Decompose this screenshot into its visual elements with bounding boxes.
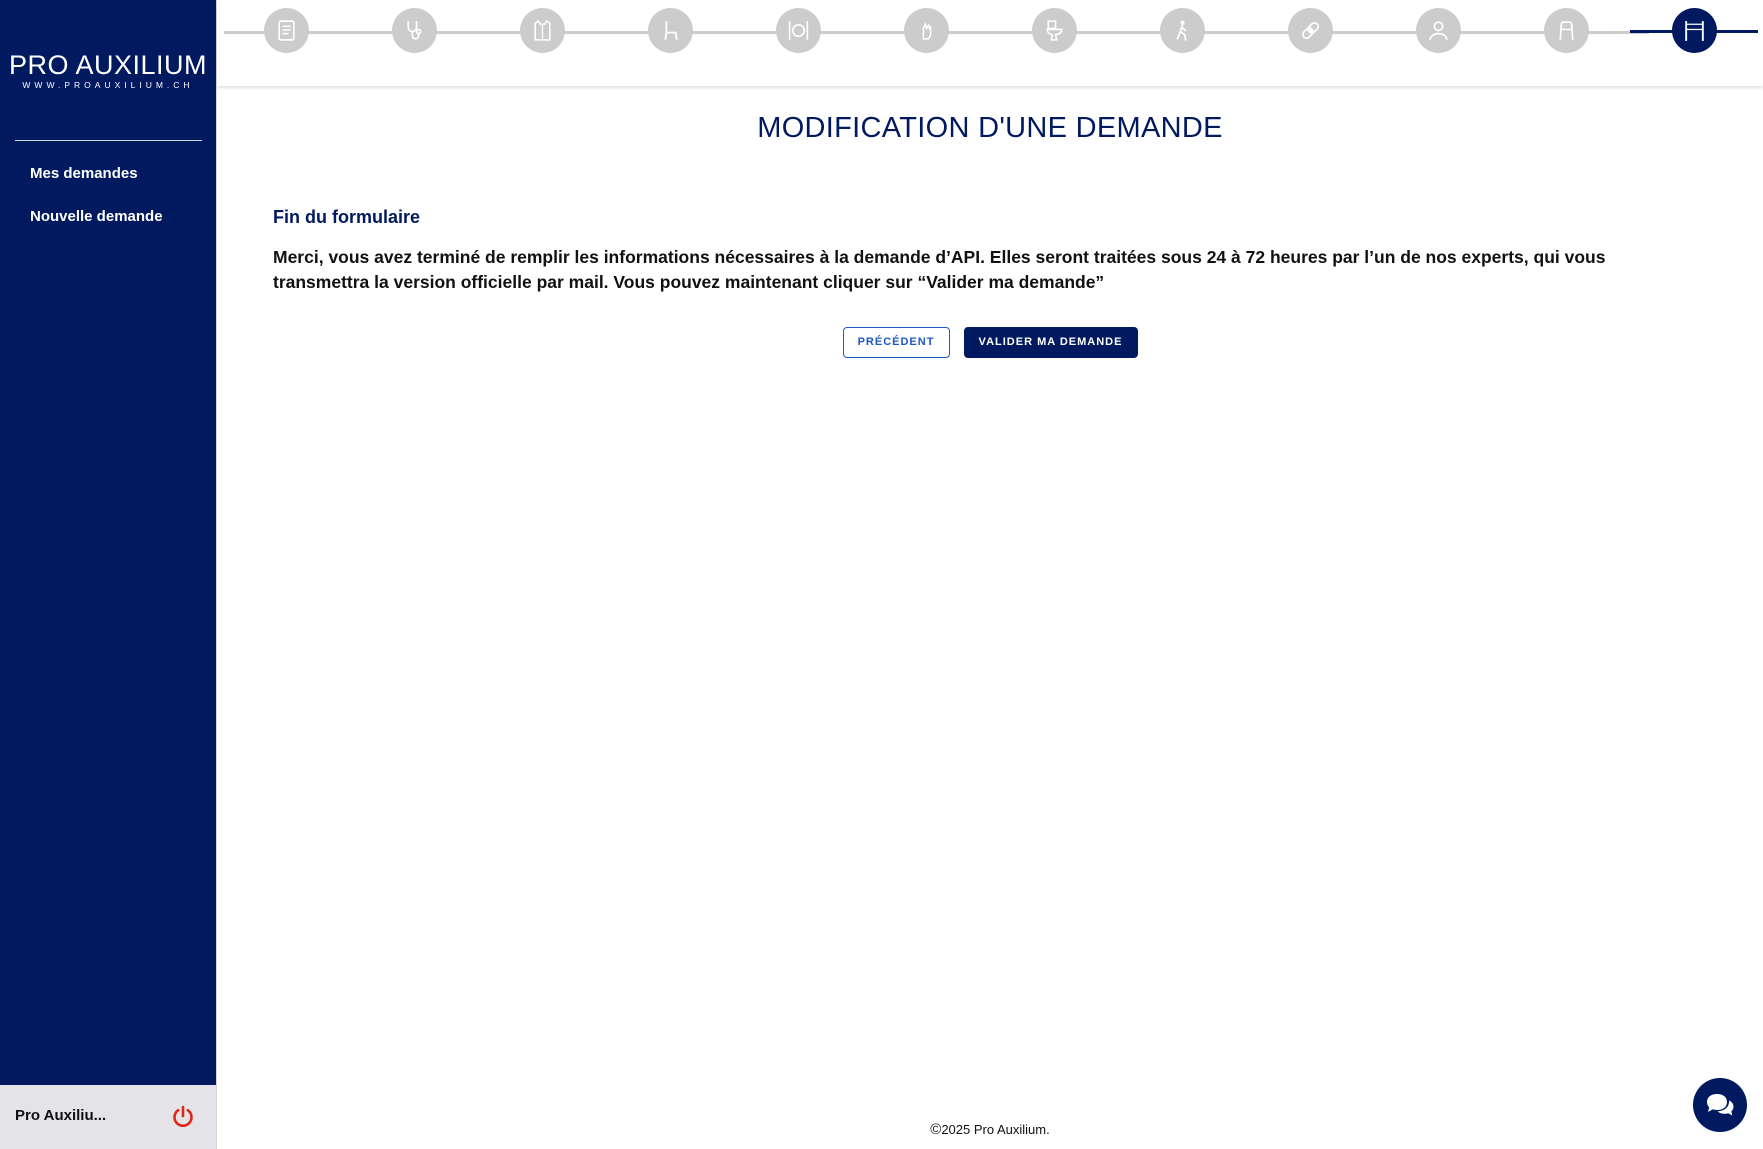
chair-icon <box>658 18 683 43</box>
toilet-icon <box>1042 18 1067 43</box>
step-finish[interactable] <box>1672 8 1717 53</box>
hand-icon <box>914 18 939 43</box>
step-hygiene[interactable] <box>904 8 949 53</box>
previous-button[interactable]: PRÉCÉDENT <box>843 327 950 358</box>
step-care[interactable] <box>1288 8 1333 53</box>
footer <box>217 1121 1763 1138</box>
user-name: Pro Auxiliu... <box>15 1107 107 1124</box>
sidebar-nav <box>0 160 216 246</box>
step-mobility[interactable] <box>1160 8 1205 53</box>
sidebar-item-mes-demandes[interactable]: Mes demandes <box>30 165 138 182</box>
step-walker[interactable] <box>1544 8 1589 53</box>
shirt-icon <box>530 18 555 43</box>
person-icon <box>1426 18 1451 43</box>
plate-cutlery-icon <box>786 18 811 43</box>
submit-request-button[interactable]: VALIDER MA DEMANDE <box>964 327 1138 358</box>
section-title: Fin du formulaire <box>273 207 421 227</box>
document-icon <box>274 18 299 43</box>
page-title: MODIFICATION D'UNE DEMANDE <box>757 112 1223 144</box>
stethoscope-icon <box>402 18 427 43</box>
step-chair[interactable] <box>648 8 693 53</box>
logo-subtitle: WWW.PROAUXILIUM.CH <box>22 80 194 90</box>
bandage-icon <box>1298 18 1323 43</box>
form-actions <box>217 327 1763 358</box>
form-stepper <box>217 0 1763 86</box>
chat-bubbles-icon <box>1705 1091 1735 1119</box>
logo-title: PRO AUXILIUM <box>8 50 208 80</box>
step-meal[interactable] <box>776 8 821 53</box>
main-content <box>217 86 1763 1149</box>
sidebar-item-nouvelle-demande[interactable]: Nouvelle demande <box>30 208 163 225</box>
walking-person-icon <box>1170 18 1195 43</box>
step-stethoscope[interactable] <box>392 8 437 53</box>
step-document[interactable] <box>264 8 309 53</box>
footer-text: 2025 Pro Auxilium. <box>941 1122 1050 1137</box>
step-shirt[interactable] <box>520 8 565 53</box>
walker-icon <box>1554 18 1579 43</box>
finish-line-icon <box>1682 18 1707 43</box>
logo[interactable] <box>0 51 216 90</box>
chat-button[interactable] <box>1693 1078 1747 1132</box>
user-bar <box>0 1085 216 1149</box>
completion-message: Merci, vous avez terminé de remplir les informations nécessaires à la demande d’API. Elles seront traitées sous 24 à 72 heures par l’un de nos experts, qui vous transmettra la version officielle par mail. Vous pouvez maintenant cliquer sur “Valider ma demande” <box>273 247 1606 292</box>
step-toilet[interactable] <box>1032 8 1077 53</box>
copyright-symbol: © <box>930 1121 942 1138</box>
power-icon[interactable] <box>171 1105 195 1129</box>
sidebar-divider <box>15 140 202 141</box>
step-person[interactable] <box>1416 8 1461 53</box>
sidebar <box>0 0 217 1149</box>
